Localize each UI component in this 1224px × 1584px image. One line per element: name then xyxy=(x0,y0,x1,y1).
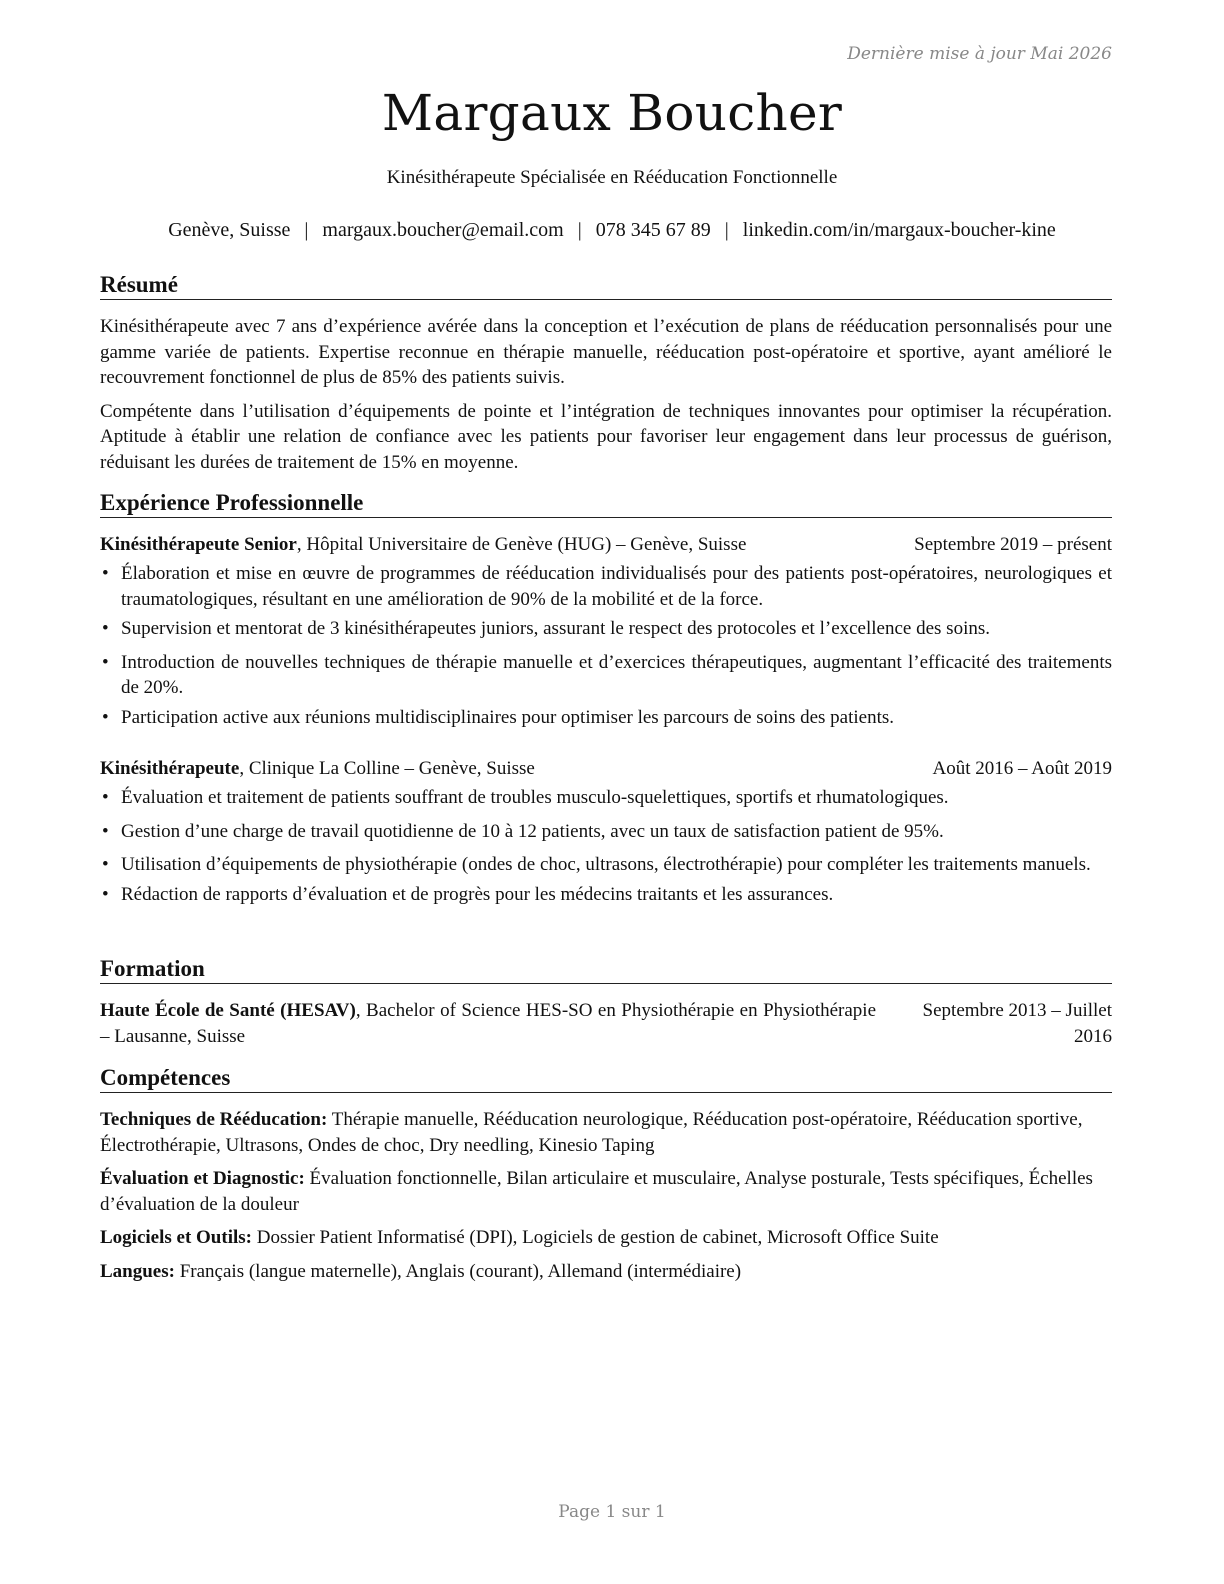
list-item: • Évaluation et traitement de patients souffrant de troubles musculo-squelettiques, sportifs et rhumatologiques. xyxy=(100,785,1112,811)
job-role: Kinésithérapeute Senior xyxy=(100,534,297,555)
skill-row xyxy=(100,1225,1112,1251)
job-title-line xyxy=(100,532,746,557)
list-item: • Utilisation d’équipements de physiothérapie (ondes de choc, ultrasons, électrothérapie) pour compléter les traitements manuels. xyxy=(100,852,1112,878)
resume-paragraph-1: Kinésithérapeute avec 7 ans d’expérience avérée dans la conception et l’exécution de plans de rééducation personnalisés pour une gamme variée de patients. Expertise reconnue en thérapie manuelle, rééducation post-opératoire et sportive, ayant amélioré le recouvrement fonctionnel de plus de 85% des patients suivis. xyxy=(100,316,1112,388)
education-description xyxy=(100,998,876,1049)
education-detail: , Bachelor of Science HES-SO en Physiothérapie en Physiothérapie – Lausanne, Suisse xyxy=(100,1000,876,1047)
last-updated-note: Dernière mise à jour Mai 2026 xyxy=(847,44,1112,64)
contact-phone[interactable]: 078 345 67 89 xyxy=(595,219,711,241)
contact-separator: | xyxy=(577,219,582,241)
education-dates: Septembre 2013 – Juillet 2016 xyxy=(922,1000,1112,1047)
list-item: • Élaboration et mise en œuvre de programmes de rééducation individualisés pour des patients post-opératoires, neurologiques et traumatologiques, résultant en une amélioration de 90% de la mobilité et de la force. xyxy=(100,561,1112,612)
skill-row xyxy=(100,1107,1112,1158)
skills-section xyxy=(100,1065,1112,1284)
contact-separator: | xyxy=(724,219,729,241)
skill-row xyxy=(100,1166,1112,1217)
job-header xyxy=(100,756,1112,781)
job-bullets xyxy=(100,561,1112,730)
job-title-line xyxy=(100,756,535,781)
education-entry xyxy=(100,998,1112,1049)
education-section xyxy=(100,956,1112,1049)
job-role: Kinésithérapeute xyxy=(100,758,240,779)
section-title-resume: Résumé xyxy=(100,272,1112,300)
list-item: • Introduction de nouvelles techniques de thérapie manuelle et d’exercices thérapeutiques, augmentant l’efficacité des traitements de 20%. xyxy=(100,650,1112,701)
skill-label: Techniques de Rééducation: xyxy=(100,1109,328,1130)
contact-line xyxy=(0,219,1224,242)
skill-value: Évaluation fonctionnelle, Bilan articulaire et musculaire, Analyse posturale, Tests spécifiques, Échelles d’évaluation de la douleur xyxy=(100,1168,1093,1215)
contact-separator: | xyxy=(304,219,309,241)
job-employer: , Hôpital Universitaire de Genève (HUG) – Genève, Suisse xyxy=(296,534,747,555)
job-bullets xyxy=(100,785,1112,907)
job-dates: Septembre 2019 – présent xyxy=(914,534,1112,555)
skill-label: Évaluation et Diagnostic: xyxy=(100,1168,305,1189)
job-entry-1 xyxy=(100,532,1112,730)
skill-row xyxy=(100,1259,1112,1285)
job-dates: Août 2016 – Août 2019 xyxy=(932,758,1112,779)
list-item: • Participation active aux réunions multidisciplinaires pour optimiser les parcours de soins des patients. xyxy=(100,705,1112,731)
job-header xyxy=(100,532,1112,557)
skill-label: Logiciels et Outils: xyxy=(100,1227,252,1248)
contact-linkedin[interactable]: linkedin.com/in/margaux-boucher-kine xyxy=(742,219,1056,241)
skill-value: Thérapie manuelle, Rééducation neurologique, Rééducation post-opératoire, Rééducation sportive, Électrothérapie, Ultrasons, Ondes de choc, Dry needling, Kinesio Taping xyxy=(100,1109,1083,1156)
job-employer: , Clinique La Colline – Genève, Suisse xyxy=(239,758,535,779)
contact-location: Genève, Suisse xyxy=(168,219,291,241)
section-title-skills: Compétences xyxy=(100,1065,1112,1093)
list-item: • Gestion d’une charge de travail quotidienne de 10 à 12 patients, avec un taux de satisfaction patient de 95%. xyxy=(100,819,1112,845)
job-subtitle: Kinésithérapeute Spécialisée en Rééducation Fonctionnelle xyxy=(386,167,838,188)
experience-section xyxy=(100,490,1112,907)
skill-label: Langues: xyxy=(100,1260,175,1282)
candidate-name: Margaux Boucher xyxy=(381,84,843,142)
list-item: • Supervision et mentorat de 3 kinésithérapeutes juniors, assurant le respect des protocoles et l’excellence des soins. xyxy=(100,616,1112,642)
education-school: Haute École de Santé (HESAV) xyxy=(100,1000,356,1021)
resume-paragraph-2: Compétente dans l’utilisation d’équipements de pointe et l’intégration de techniques innovantes pour optimiser la récupération. Aptitude à établir une relation de confiance avec les patients pour favoriser leur engagement dans leur processus de guérison, réduisant les durées de traitement de 15% en moyenne. xyxy=(100,400,1112,473)
page-number: Page 1 sur 1 xyxy=(558,1502,666,1522)
list-item: • Rédaction de rapports d’évaluation et de progrès pour les médecins traitants et les assurances. xyxy=(100,882,1112,908)
skill-value: Français (langue maternelle), Anglais (courant), Allemand (intermédiaire) xyxy=(174,1260,742,1282)
job-entry-2 xyxy=(100,756,1112,907)
section-title-experience: Expérience Professionnelle xyxy=(100,490,1112,518)
resume-section xyxy=(100,272,1112,475)
contact-email[interactable]: margaux.boucher@email.com xyxy=(322,219,564,241)
section-title-education: Formation xyxy=(100,956,1112,984)
skill-value: Dossier Patient Informatisé (DPI), Logiciels de gestion de cabinet, Microsoft Office Suite xyxy=(251,1227,939,1248)
